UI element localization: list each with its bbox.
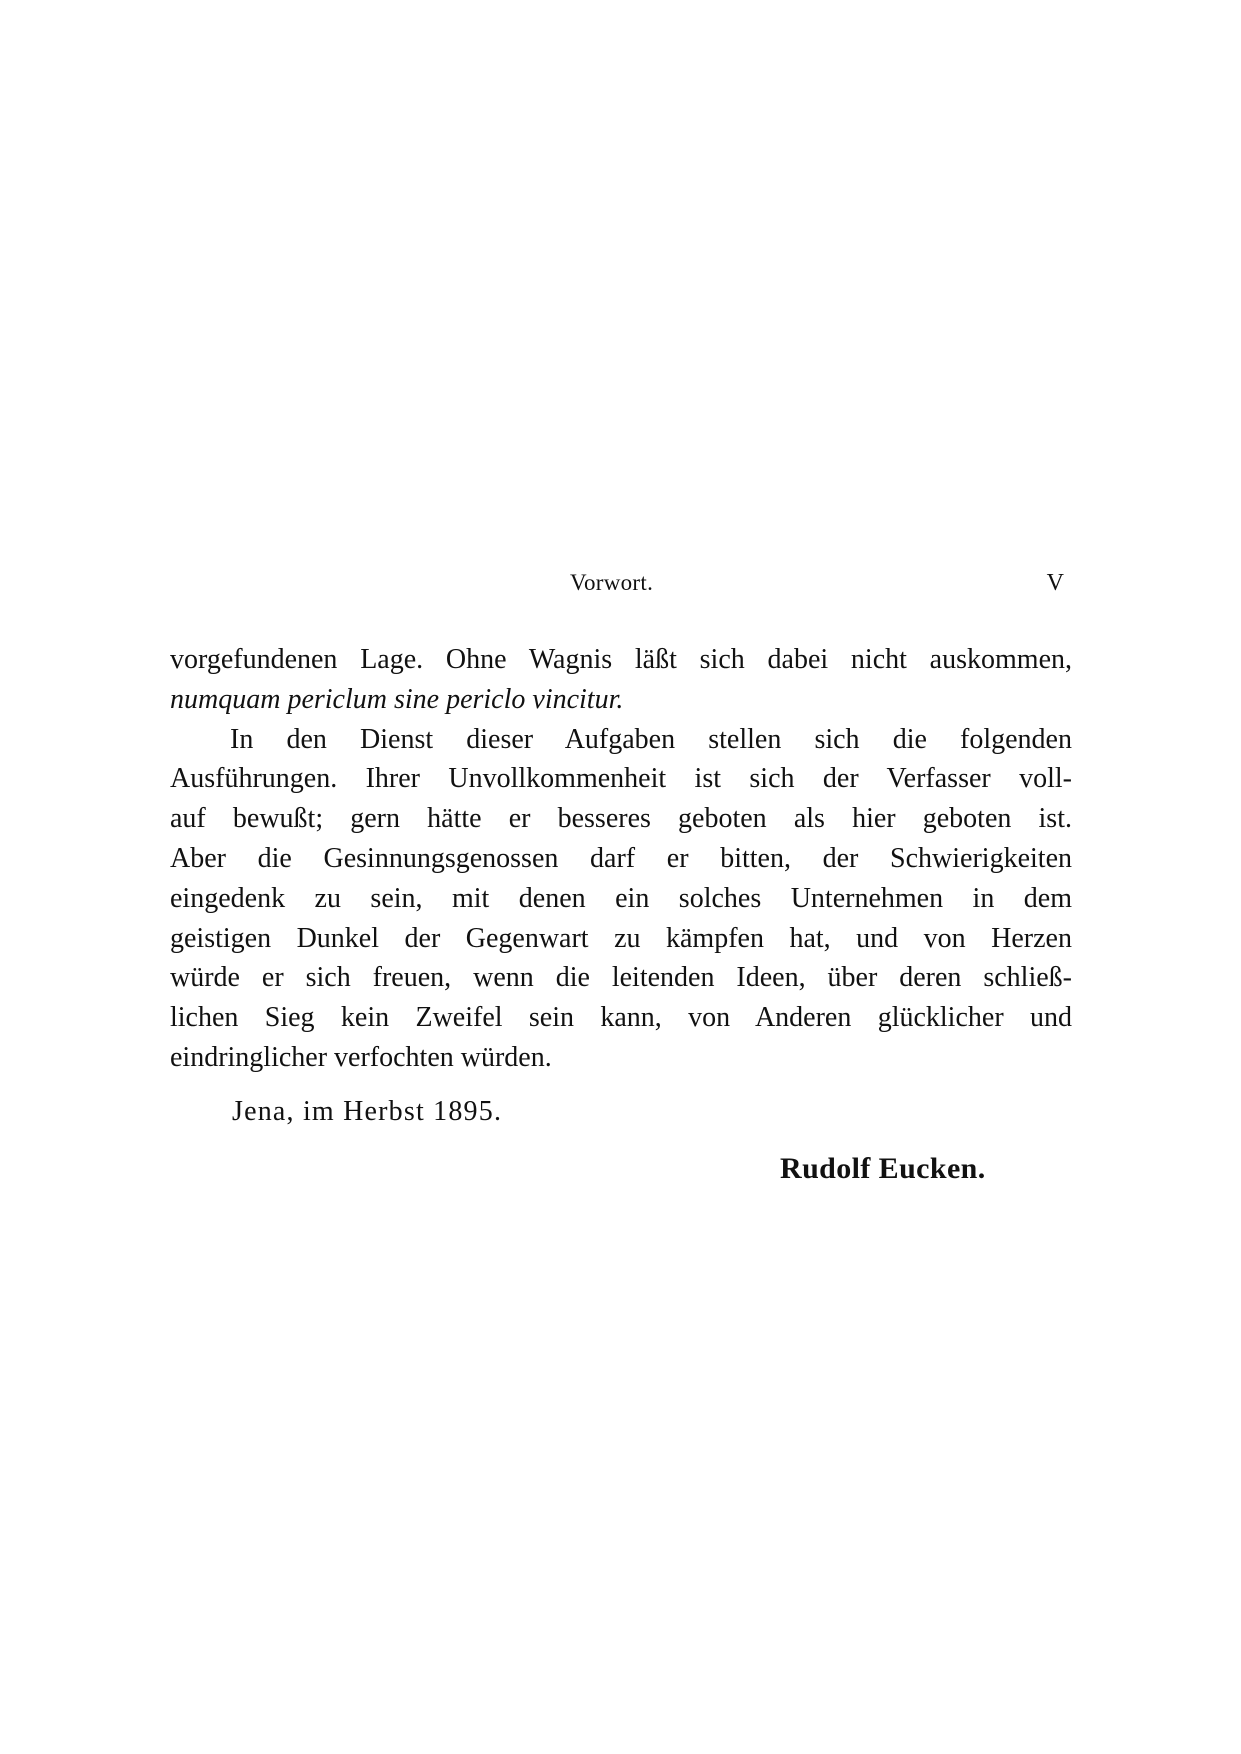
body-text	[170, 640, 1072, 1078]
text-line: würde er sich freuen, wenn die leitenden Ideen, über deren schließ-	[170, 962, 1072, 994]
running-title: Vorwort.	[570, 570, 654, 595]
text-line: eingedenk zu sein, mit denen ein solches Unternehmen in dem	[170, 882, 1072, 914]
text-line: auf bewußt; gern hätte er besseres geboten als hier geboten ist.	[170, 803, 1072, 835]
latin-quotation: numquam periclum sine periclo vincitur.	[170, 683, 624, 715]
text-line: geistigen Dunkel der Gegenwart zu kämpfen hat, und von Herzen	[170, 922, 1072, 954]
text-line: eindringlicher verfochten würden.	[170, 1041, 552, 1073]
text-line: Ausführungen. Ihrer Unvollkommenheit ist sich der Verfasser voll-	[170, 763, 1072, 795]
author-signature: Rudolf Eucken.	[780, 1152, 986, 1185]
text-line: In den Dienst dieser Aufgaben stellen sich die folgenden	[230, 723, 1072, 755]
text-line: lichen Sieg kein Zweifel sein kann, von Anderen glücklicher und	[170, 1002, 1072, 1034]
page-number: V	[1046, 570, 1064, 596]
dateline: Jena, im Herbst 1895.	[232, 1096, 503, 1127]
page-header	[170, 570, 1072, 606]
text-line: Aber die Gesinnungsgenossen darf er bitten, der Schwierigkeiten	[170, 842, 1072, 874]
text-line: vorgefundenen Lage. Ohne Wagnis läßt sich dabei nicht auskommen,	[170, 644, 1072, 675]
